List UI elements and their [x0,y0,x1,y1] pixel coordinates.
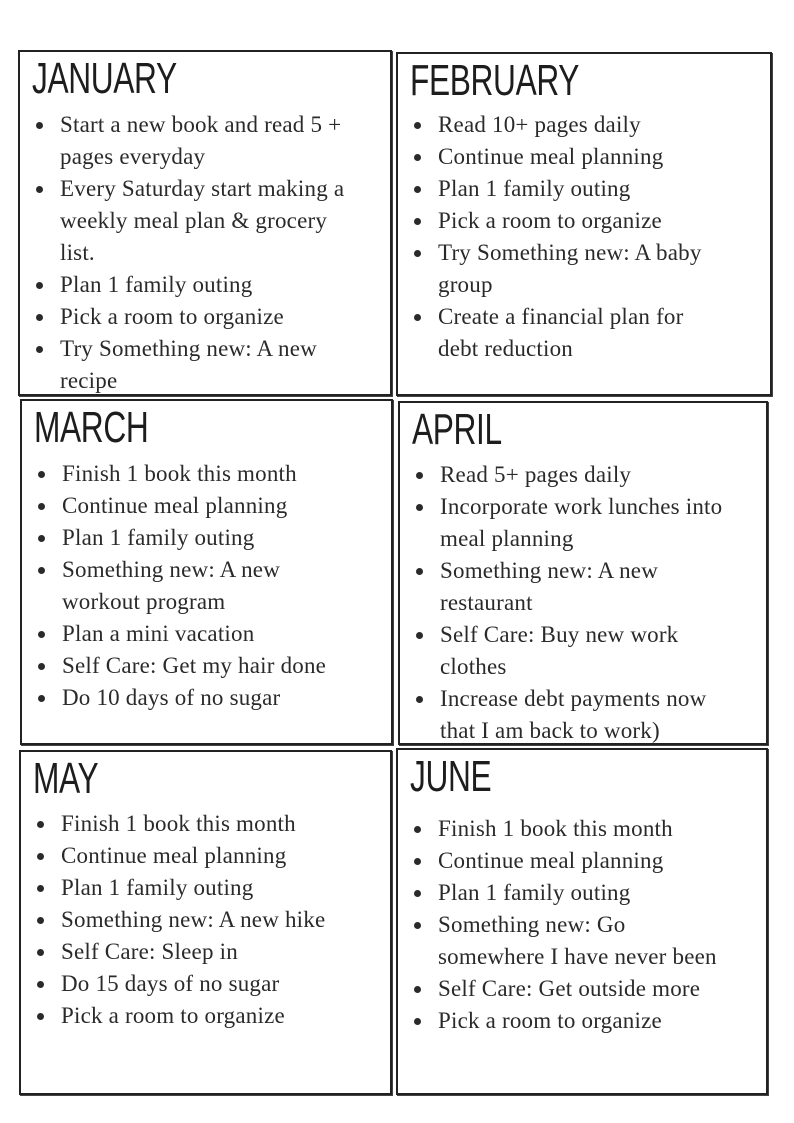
goal-text: group [438,272,493,297]
month-box-march [20,399,393,745]
goal-text: Read 10+ pages daily [438,112,641,137]
goal-item [400,683,722,747]
goal-item [20,269,344,301]
goal-text: weekly meal plan & grocery [60,208,328,233]
goal-text: Finish 1 book this month [62,461,297,486]
goal-text: Pick a room to organize [438,1008,662,1033]
goal-list [398,813,717,1037]
month-box-january [18,50,392,396]
goal-item [21,808,325,840]
goal-text: Increase debt payments now [440,686,707,711]
goal-item [398,205,702,237]
goal-text: Continue meal planning [62,493,288,518]
goal-text: Try Something new: A new [60,336,317,361]
goal-list [21,808,325,1032]
goal-item [21,872,325,904]
goal-item [21,904,325,936]
month-box-april [398,401,768,745]
goal-item [398,173,702,205]
goal-item [20,301,344,333]
goal-item [20,173,344,269]
goal-text: Continue meal planning [438,144,664,169]
goal-item [22,522,326,554]
goal-text: Something new: A new [62,557,281,582]
goal-list [400,459,722,747]
goal-text: Continue meal planning [438,848,664,873]
goal-item [398,109,702,141]
goal-text: Try Something new: A baby [438,240,702,265]
goal-text: Pick a room to organize [60,304,284,329]
goal-item [22,554,326,618]
goal-text: pages everyday [60,144,206,169]
goal-item [21,968,325,1000]
goal-text: Start a new book and read 5 + [60,112,342,137]
month-title: JANUARY [32,54,177,103]
goal-item [400,619,722,683]
goal-text: Plan 1 family outing [61,875,254,900]
goal-item [21,1000,325,1032]
goal-text: Incorporate work lunches into [440,494,723,519]
month-box-june [396,748,768,1095]
goal-text: Pick a room to organize [438,208,662,233]
goal-item [398,141,702,173]
goal-item [400,491,722,555]
goal-text: Continue meal planning [61,843,287,868]
goal-item [20,109,344,173]
month-box-may [19,750,392,1095]
goal-text: Do 10 days of no sugar [62,685,281,710]
goal-list [398,109,702,365]
goal-text: that I am back to work) [440,718,660,743]
month-title: APRIL [412,405,502,454]
goal-text: Self Care: Get my hair done [62,653,327,678]
goal-item [400,459,722,491]
goal-text: Plan 1 family outing [62,525,255,550]
goal-item [21,936,325,968]
goal-text: Finish 1 book this month [61,811,296,836]
goal-item [22,650,326,682]
goal-text: Plan 1 family outing [438,880,631,905]
goal-item [22,618,326,650]
goal-text: meal planning [440,526,574,551]
goal-item [21,840,325,872]
goal-text: Read 5+ pages daily [440,462,632,487]
goal-item [22,682,326,714]
month-title: MAY [33,754,99,803]
goal-text: Self Care: Get outside more [438,976,701,1001]
goal-text: Something new: A new hike [61,907,326,932]
goal-text: Self Care: Buy new work [440,622,679,647]
month-box-february [396,52,772,396]
month-title: FEBRUARY [410,56,580,105]
goal-item [398,845,717,877]
goal-text: Something new: Go [438,912,626,937]
goal-item [398,973,717,1005]
goal-text: Plan 1 family outing [60,272,253,297]
goal-item [398,1005,717,1037]
goal-item [398,301,702,365]
goal-item [400,555,722,619]
goal-text: Do 15 days of no sugar [61,971,280,996]
goal-list [20,109,344,397]
goal-item [398,813,717,845]
goal-text: Finish 1 book this month [438,816,673,841]
goal-text: debt reduction [438,336,574,361]
goal-text: Pick a room to organize [61,1003,285,1028]
goal-list [22,458,326,714]
goal-text: list. [60,240,95,265]
goal-text: restaurant [440,590,533,615]
goal-text: Plan 1 family outing [438,176,631,201]
goal-text: recipe [60,368,118,393]
goal-item [398,877,717,909]
goal-item [22,458,326,490]
month-title: MARCH [34,403,149,452]
goal-item [398,909,717,973]
goal-text: Plan a mini vacation [62,621,255,646]
goal-text: Every Saturday start making a [60,176,345,201]
goal-text: workout program [62,589,226,614]
goal-text: Self Care: Sleep in [61,939,238,964]
goal-item [22,490,326,522]
goal-item [398,237,702,301]
goal-text: Something new: A new [440,558,659,583]
goal-text: Create a financial plan for [438,304,684,329]
goal-item [20,333,344,397]
month-title: JUNE [410,752,492,801]
goal-text: somewhere I have never been [438,944,717,969]
goal-text: clothes [440,654,507,679]
